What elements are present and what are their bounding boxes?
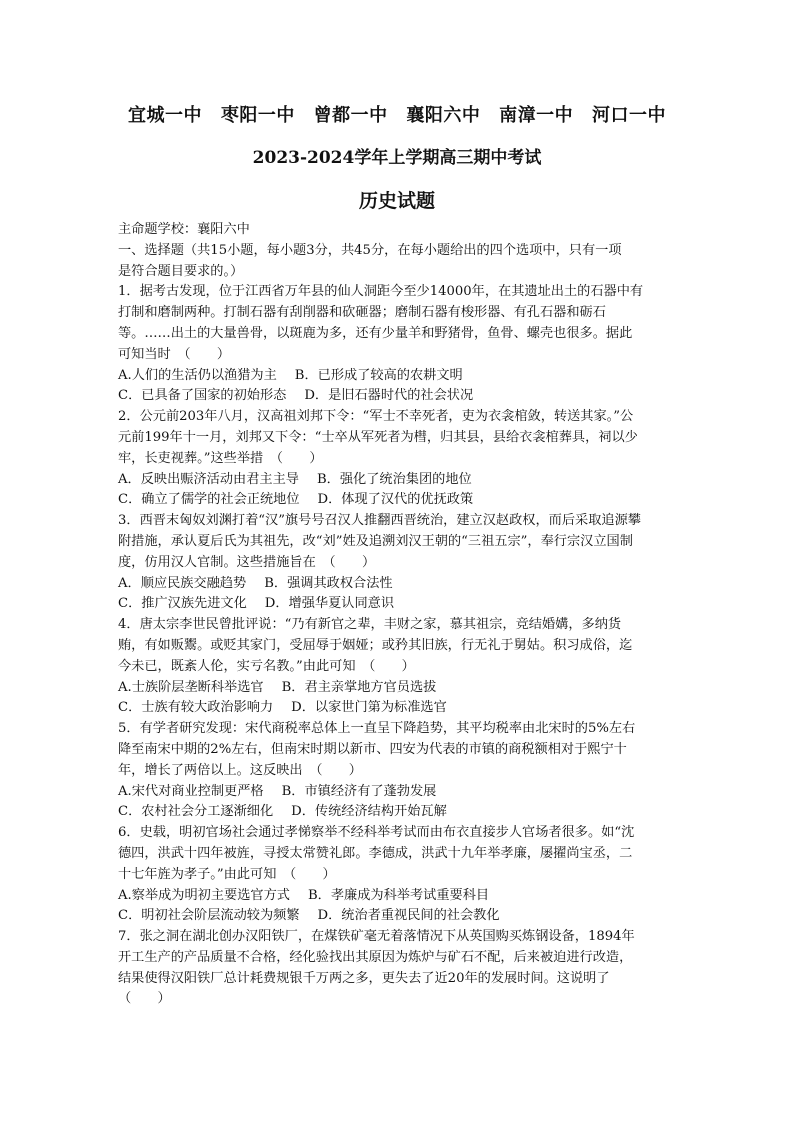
option-a: A.宋代对商业控制更严格: [118, 783, 264, 799]
option-d: D．传统经济结构开始瓦解: [291, 804, 447, 820]
question-text: 年，增长了两倍以上。这反映出 （ ）: [118, 762, 362, 778]
school-name: 河口一中: [591, 105, 666, 126]
option-a: A．反映出赈济活动由君主主导: [118, 471, 299, 487]
school-list: [0, 104, 794, 128]
question-text: 6．史载，明初官场社会通过孝悌察举不经科举考试而由布衣直接步人官场者很多。如“沈: [118, 825, 635, 841]
question-text: 贿，有如贩鬻。或贬其家门，受屈辱于姻娅；或矜其旧族，行无礼于舅姑。积习成俗，迄: [118, 637, 633, 653]
option-a: A.人们的生活仍以渔猎为主: [118, 367, 277, 383]
exam-title: 2023-2024学年上学期高三期中考试: [252, 148, 542, 168]
question-text: 今未已，既紊人伦，实亏名教。”由此可知 （ ）: [118, 658, 415, 674]
option-d: D．增强华夏认同意识: [264, 596, 395, 612]
question-text: 元前199年十一月，刘邦又下令：“士卒从军死者为槥，归其县，县给衣衾棺葬具，祠以少: [118, 429, 638, 445]
question-1: [118, 282, 678, 407]
school-name: 宜城一中: [128, 105, 203, 126]
question-text: 3．西晋末匈奴刘渊打着“汉”旗号号召汉人推翻西晋统治，建立汉赵政权，而后采取追源攀: [118, 513, 641, 529]
school-name: 枣阳一中: [220, 105, 295, 126]
option-b: B．强调其政权合法性: [264, 575, 393, 591]
question-text: 牢，长吏视葬。”这些举措 （ ）: [118, 450, 323, 466]
option-d: D．以家世门第为标准选官: [291, 700, 447, 716]
question-3: [118, 511, 678, 615]
option-c: C．已具备了国家的初始形态: [118, 388, 287, 404]
section-instruction: 一、选择题（共15小题，每小题3分，共45分，在每小题给出的四个选项中，只有一项: [118, 242, 622, 258]
options-row: [118, 366, 678, 387]
question-text: 附措施，承认夏后氏为其祖先，改“刘”姓及追溯刘汉王朝的“三祖五宗”，奉行宗汉立国制: [118, 533, 633, 549]
question-2: [118, 407, 678, 511]
option-a: A．顺应民族交融趋势: [118, 575, 247, 591]
subject-title: 历史试题: [358, 190, 435, 212]
section-instruction: 是符合题目要求的。）: [118, 263, 244, 279]
question-7: [118, 927, 678, 1010]
options-row: [118, 574, 678, 595]
host-school: 主命题学校：襄阳六中: [118, 222, 250, 237]
option-c: C．推广汉族先进文化: [118, 596, 247, 612]
options-row: [118, 782, 678, 803]
options-row: [118, 698, 678, 719]
question-text: 可知当时 （ ）: [118, 346, 231, 362]
option-b: B．强化了统治集团的地位: [316, 471, 472, 487]
option-d: D．统治者重视民间的社会教化: [317, 908, 500, 924]
option-d: D．体现了汉代的优抚政策: [317, 492, 474, 508]
options-row: [118, 886, 678, 907]
school-name: 襄阳六中: [406, 105, 481, 126]
question-text: 打制和磨制两种。打制石器有刮削器和砍砸器；磨制石器有梭形器、有孔石器和砺石: [118, 305, 606, 321]
option-b: B．已形成了较高的农耕文明: [294, 367, 463, 383]
option-d: D．是旧石器时代的社会状况: [304, 388, 474, 404]
options-row: [118, 470, 678, 491]
question-5: [118, 719, 678, 823]
options-row: [118, 490, 678, 511]
question-text: 2．公元前203年八月，汉高祖刘邦下令：“军士不幸死者，吏为衣衾棺敛，转送其家。”公: [118, 409, 634, 425]
school-name: 南漳一中: [499, 105, 574, 126]
option-a: A.察举成为明初主要选官方式: [118, 887, 290, 903]
option-a: A.士族阶层垄断科举选官: [118, 679, 264, 695]
question-text: 开工生产的产品质量不合格，经化验找出其原因为炼炉与矿石不配，后来被迫进行改造，: [118, 949, 633, 965]
option-b: B．市镇经济有了蓬勃发展: [281, 783, 437, 799]
question-6: [118, 823, 678, 927]
option-c: C．农村社会分工逐渐细化: [118, 804, 274, 820]
question-text: 十七年旌为孝子。”由此可知 （ ）: [118, 866, 336, 882]
question-text: 结果使得汉阳铁厂总计耗费规银千万两之多，更失去了近20年的发展时间。这说明了: [118, 970, 610, 986]
question-text: 德四，洪武十四年被旌，寻授太常赞礼郎。李德成，洪武十九年举孝廉，屡擢尚宝丞，二: [118, 845, 633, 861]
options-row: [118, 678, 678, 699]
school-name: 曾都一中: [313, 105, 388, 126]
option-c: C．士族有较大政治影响力: [118, 700, 274, 716]
question-text: 5．有学者研究发现：宋代商税率总体上一直呈下降趋势，其平均税率由北宋时的5%左右: [118, 721, 636, 737]
options-row: [118, 906, 678, 927]
question-text: 度，仿用汉人官制。这些措施旨在 （ ）: [118, 554, 376, 570]
option-b: B．孝廉成为科举考试重要科目: [307, 887, 490, 903]
option-b: B．君主亲掌地方官员选拔: [281, 679, 437, 695]
option-c: C．确立了儒学的社会正统地位: [118, 492, 300, 508]
question-text: 等。……出土的大量兽骨，以斑鹿为多，还有少量羊和野猪骨，鱼骨、螺壳也很多。据此: [118, 325, 633, 341]
question-text: 4．唐太宗李世民曾批评说：“乃有新官之辈，丰财之家，慕其祖宗，竞结婚媾，多纳货: [118, 617, 622, 633]
option-c: C．明初社会阶层流动较为频繁: [118, 908, 300, 924]
question-4: [118, 615, 678, 719]
question-text: 1．据考古发现，位于江西省万年县的仙人洞距今至少14000年，在其遗址出土的石器中有: [118, 284, 644, 300]
exam-content: [118, 220, 678, 1010]
question-text: 降至南宋中期的2%左右，但南宋时期以新市、四安为代表的市镇的商税额相对于熙宁十: [118, 741, 627, 757]
question-text: （ ）: [118, 991, 171, 1007]
options-row: [118, 594, 678, 615]
question-text: 7．张之洞在湖北创办汉阳铁厂，在煤铁矿毫无着落情况下从英国购买炼钢设备，1894年: [118, 929, 635, 945]
options-row: [118, 386, 678, 407]
options-row: [118, 802, 678, 823]
